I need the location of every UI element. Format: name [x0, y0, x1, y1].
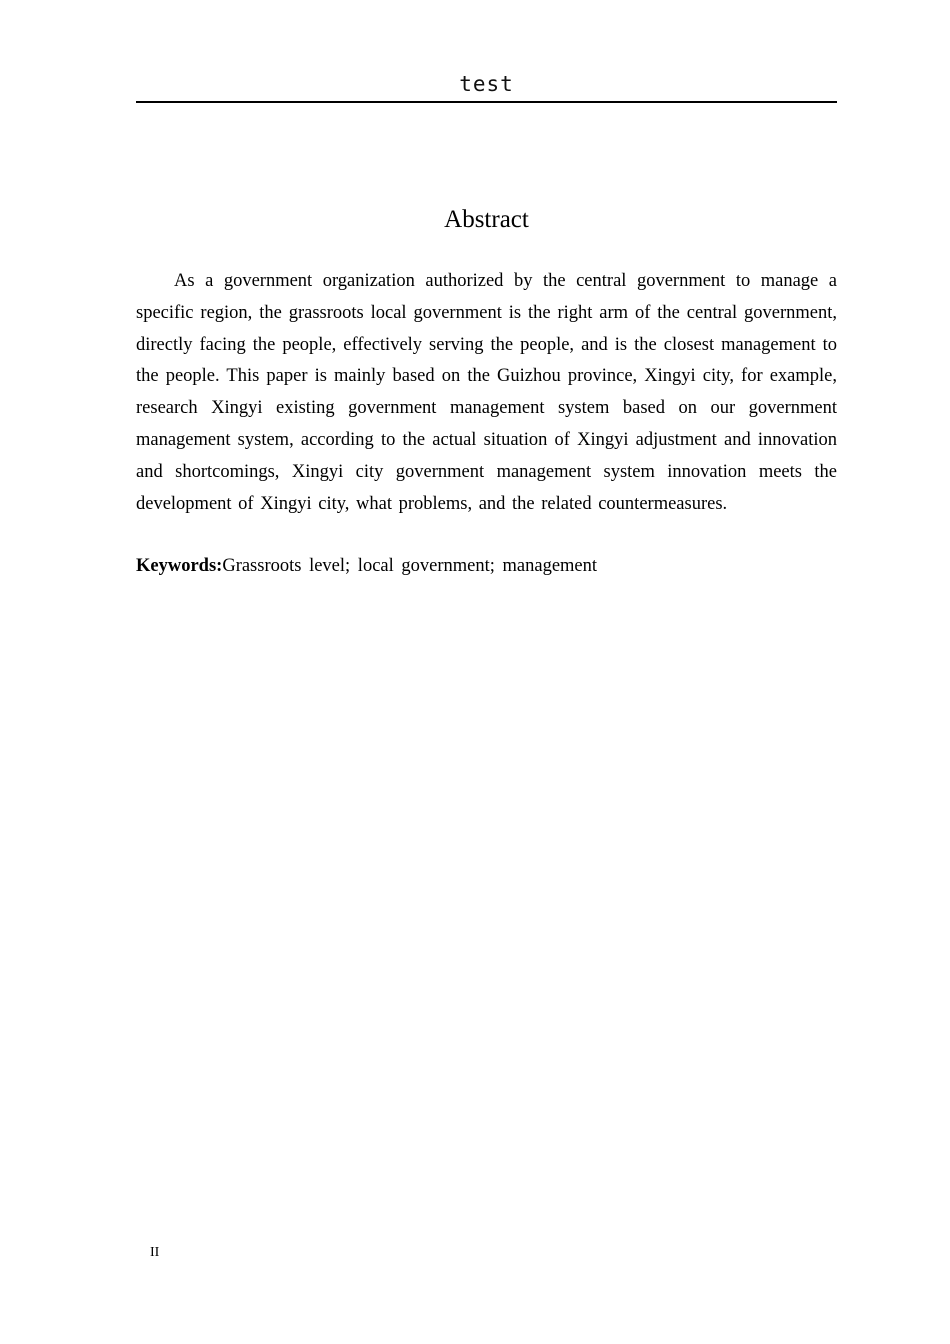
keywords-line: [136, 552, 837, 580]
abstract-body: As a government organization authorized by the central government to manage a specific region, the grassroots local government is the right arm of the central government, directly facing the people, effectively serving the people, and is the closest management to the people. This paper is mainly based on the Guizhou province, Xingyi city, for example, research Xingyi existing government management system based on our government management system, according to the actual situation of Xingyi adjustment and innovation and shortcomings, Xingyi city government management system innovation meets the development of Xingyi city, what problems, and the related countermeasures.: [136, 271, 837, 514]
header-text: test: [459, 72, 514, 96]
page-number: II: [150, 1245, 160, 1260]
abstract-title: Abstract: [444, 206, 529, 233]
keywords-text: Grassroots level; local government; management: [222, 556, 598, 576]
page-header: [136, 70, 837, 103]
keywords-label: Keywords:: [136, 556, 223, 576]
